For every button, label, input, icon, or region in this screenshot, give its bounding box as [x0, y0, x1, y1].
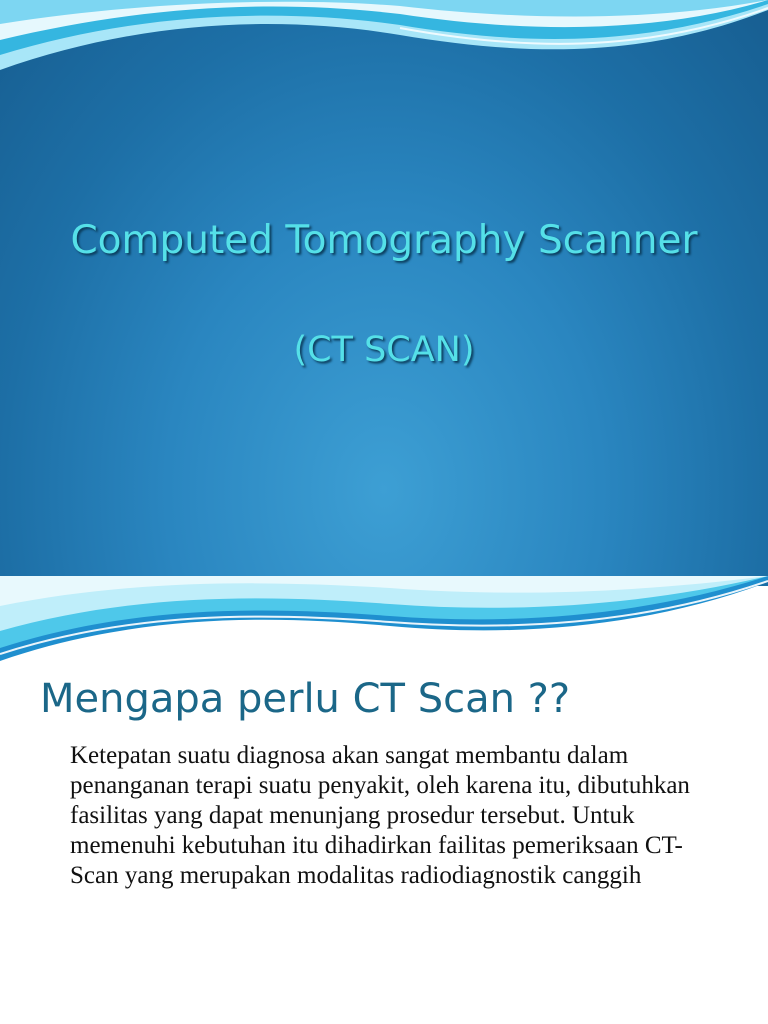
slide-title: Computed Tomography Scanner	[70, 218, 698, 263]
wave-decoration-top	[0, 576, 768, 666]
wave-decoration-top	[0, 0, 768, 80]
slide-heading: Mengapa perlu CT Scan ??	[40, 676, 571, 722]
slide-subtitle: (CT SCAN)	[293, 330, 475, 370]
slide-body-text: Ketepatan suatu diagnosa akan sangat membantu dalam penanganan terapi suatu penyakit, oleh karena itu, dibutuhkan fasilitas yang dapat menunjang prosedur tersebut. Untuk memenuhi kebutuhan itu dihadirkan failitas pemeriksaan CT-Scan yang merupakan modalitas radiodiagnostik canggih	[70, 742, 690, 889]
content-slide	[0, 576, 768, 1024]
